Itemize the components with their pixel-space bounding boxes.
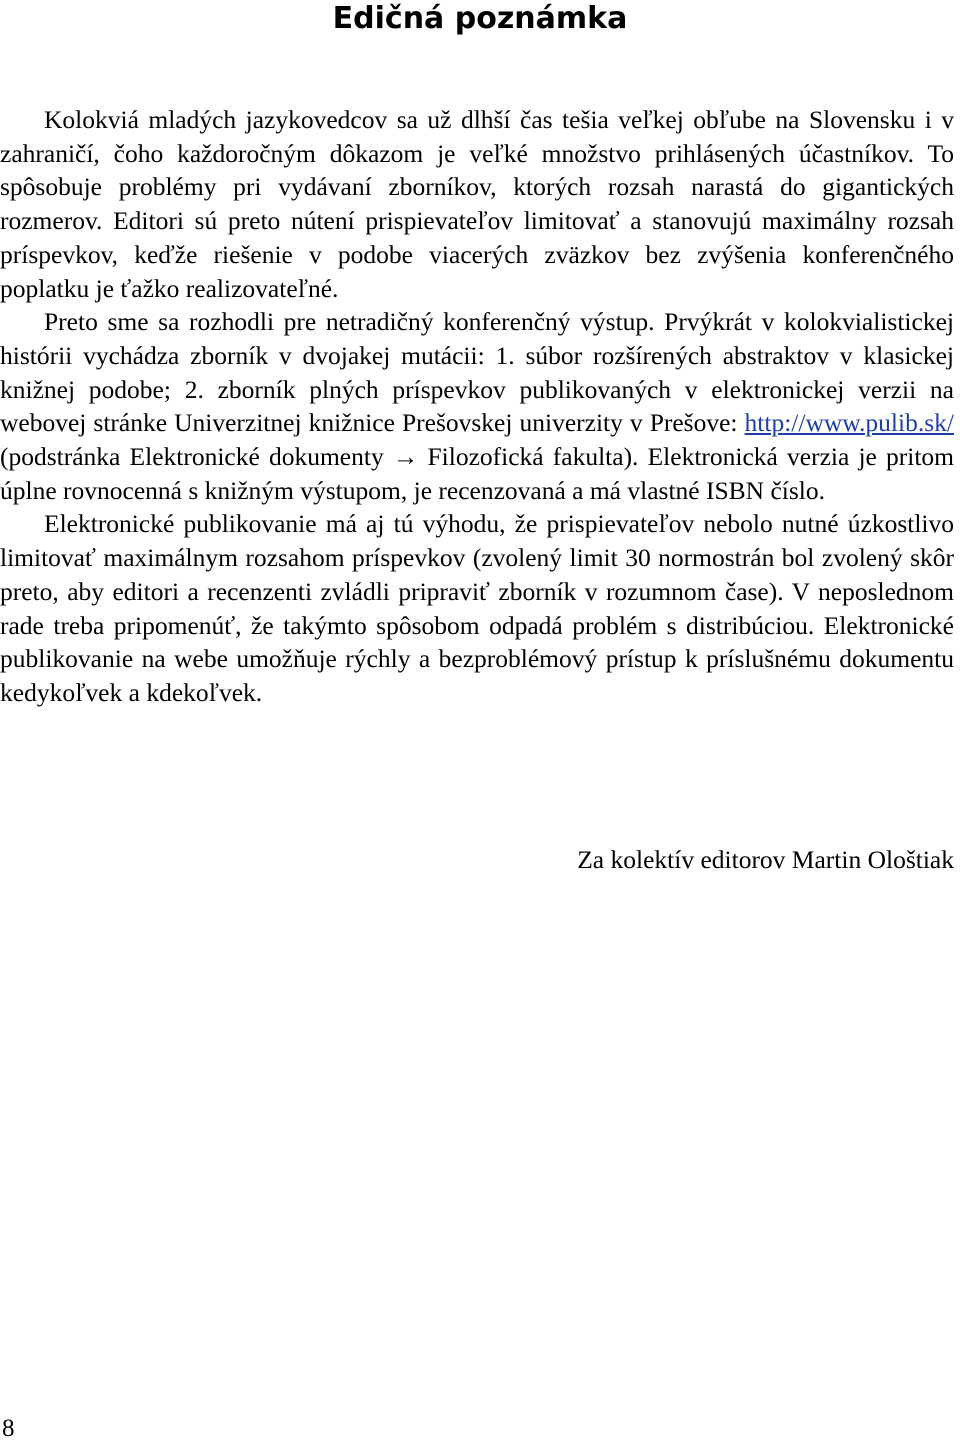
paragraph-2 bbox=[0, 305, 954, 507]
editor-signature: Za kolektív editorov Martin Ološtiak bbox=[577, 845, 954, 874]
body-text bbox=[0, 103, 954, 710]
paragraph-2-text-end: (podstránka Elektronické dokumenty → Filozofická fakulta). Elektronická verzia je pritom úplne rovnocenná s knižným výstupom, je recenzovaná a má vlastné ISBN číslo. bbox=[0, 442, 954, 505]
paragraph-1: Kolokviá mladých jazykovedcov sa už dlhší čas tešia veľkej obľube na Slovensku i v zahraničí, čoho každoročným dôkazom je veľké množstvo prihlásených účastníkov. To spôsobuje problémy pri vydávaní zborníkov, ktorých rozsah narastá do gigantických rozmerov. Editori sú preto nútení prispievateľov limitovať a stanovujú maximálny rozsah príspevkov, keďže riešenie v podobe viacerých zväzkov bez zvýšenia konferenčného poplatku je ťažko realizovateľné. bbox=[0, 105, 954, 303]
page-number: 8 bbox=[2, 1415, 15, 1442]
paragraph-2-text-start: Preto sme sa rozhodli pre netradičný konferenčný výstup. Prvýkrát v kolokvialistickej histórii vychádza zborník v dvojakej mutácii: 1. súbor rozšírených abstraktov v klasickej knižnej podobe; 2. zborník plných príspevkov publikovaných v elektronickej verzii na webovej stránke Univerzitnej knižnice Prešovskej univerzity v Prešove: bbox=[0, 307, 954, 438]
page-title: Edičná poznámka bbox=[332, 1, 628, 36]
library-link[interactable]: http://www.pulib.sk/ bbox=[744, 408, 954, 438]
paragraph-3: Elektronické publikovanie má aj tú výhodu, že prispievateľov nebolo nutné úzkostlivo limitovať maximálnym rozsahom príspevkov (zvolený limit 30 normostrán bol zvolený skôr preto, aby editori a recenzenti zvládli pripraviť zborník v rozumnom čase). V neposlednom rade treba pripomenúť, že takýmto spôsobom odpadá problém s distribúciou. Elektronické publikovanie na webe umožňuje rýchly a bezproblémový prístup k príslušnému dokumentu kedykoľvek a kdekoľvek. bbox=[0, 509, 954, 707]
